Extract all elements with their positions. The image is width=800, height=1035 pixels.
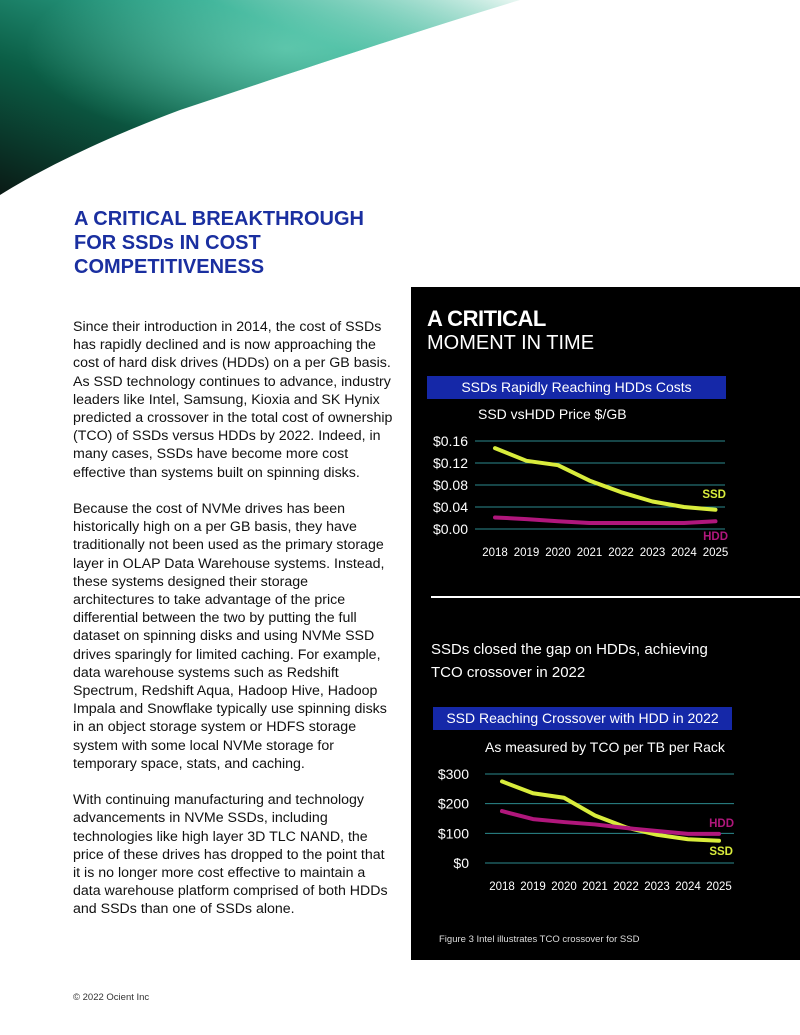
ssd-data-point — [718, 839, 721, 842]
x-tick-label: 2025 — [702, 547, 729, 559]
chart1-banner: SSDs Rapidly Reaching HDDs Costs — [427, 376, 726, 399]
x-tick-label: 2022 — [613, 881, 639, 893]
ssd-data-point — [494, 447, 497, 450]
y-tick-label: $0.16 — [432, 433, 468, 449]
ssd-data-point — [687, 838, 690, 841]
hdd-series-label: HDD — [703, 531, 728, 543]
ssd-data-point — [501, 780, 504, 783]
ssd-data-point — [525, 459, 528, 462]
x-tick-label: 2025 — [706, 881, 732, 893]
hdd-data-point — [656, 829, 659, 832]
title-line-1: A CRITICAL BREAKTHROUGH — [74, 208, 364, 230]
x-tick-label: 2024 — [671, 547, 697, 559]
panel-heading — [427, 307, 594, 355]
panel-heading-bold: A CRITICAL — [427, 306, 546, 331]
body-text — [73, 318, 393, 937]
hdd-data-point — [501, 810, 504, 813]
chart2-banner: SSD Reaching Crossover with HDD in 2022 — [433, 707, 732, 730]
hdd-data-point — [494, 516, 497, 519]
ssd-data-point — [588, 479, 591, 482]
ssd-data-point — [683, 506, 686, 509]
ssd-data-point — [651, 500, 654, 503]
hdd-data-point — [532, 818, 535, 821]
x-tick-label: 2018 — [482, 547, 508, 559]
title-line-3: COMPETITIVENESS — [74, 256, 265, 278]
page-title — [74, 207, 404, 279]
x-tick-label: 2019 — [520, 881, 546, 893]
crossover-statement: SSDs closed the gap on HDDs, achieving TCO crossover in 2022 — [431, 641, 708, 681]
copyright-footer: © 2022 Ocient Inc — [73, 992, 150, 1003]
y-tick-label: $300 — [437, 766, 469, 782]
ssd-data-point — [594, 814, 597, 817]
y-tick-label: $0 — [453, 855, 469, 871]
ssd-data-point — [532, 792, 535, 795]
hdd-data-point — [594, 823, 597, 826]
hdd-data-point — [718, 832, 721, 835]
hdd-data-point — [683, 521, 686, 524]
x-tick-label: 2024 — [675, 881, 701, 893]
hdd-data-point — [563, 821, 566, 824]
ssd-series-label: SSD — [702, 489, 726, 501]
chart2-title: As measured by TCO per TB per Rack — [485, 739, 725, 755]
x-tick-label: 2019 — [513, 547, 540, 559]
x-tick-label: 2023 — [644, 881, 670, 893]
hdd-series-line — [495, 517, 716, 523]
ssd-data-point — [714, 508, 717, 511]
paragraph-2: Because the cost of NVMe drives has been historically high on a per GB basis, they have traditionally not been used as the primary storage layer in OLAP Data Warehouse systems. Instead, these systems designed their storage architectures to take advantage of the price differential between the two by putting the full dataset on spinning disks and using NVMe SSD drives sparingly for limited caching. For example, data warehouse systems such as Redshift Spectrum, Redshift Aqua, Hadoop Hive, Hadoop Impala and Snowflake typically use spinning disks in an object storage system or HDFS storage system with some local NVMe storage for temporary space, stats, and caching. — [73, 501, 387, 772]
hdd-data-point — [714, 520, 717, 523]
header-decoration — [0, 0, 800, 200]
y-tick-label: $100 — [437, 825, 469, 842]
y-tick-label: $200 — [437, 795, 469, 812]
y-tick-label: $0.12 — [432, 455, 468, 471]
sidebar-panel — [411, 287, 800, 960]
paragraph-1: Since their introduction in 2014, the cost of SSDs has rapidly declined and is now approaching the cost of hard disk drives (HDDs) on a per GB basis. As SSD technology continues to advance, industry leaders like Intel, Samsung, Kioxia and SK Hynix predicted a crossover in the total cost of ownership (TCO) of SSDs versus HDDs by 2022. Indeed, in many cases, SSDs have become more cost effective than systems built on spinning disks. — [73, 319, 393, 481]
tco-chart — [411, 762, 800, 902]
x-tick-label: 2023 — [639, 547, 666, 559]
chart1-title: SSD vsHDD Price $/GB — [478, 406, 627, 422]
ssd-series-line — [495, 448, 716, 510]
hdd-data-point — [620, 521, 623, 524]
hdd-data-point — [625, 826, 628, 829]
figure-caption: Figure 3 Intel illustrates TCO crossover for SSD — [439, 934, 640, 945]
ssd-series-label: SSD — [709, 846, 733, 858]
x-tick-label: 2020 — [551, 881, 577, 893]
hdd-data-point — [588, 521, 591, 524]
y-tick-label: $0.04 — [432, 499, 468, 515]
ssd-data-point — [620, 491, 623, 494]
panel-heading-light: MOMENT IN TIME — [427, 332, 595, 354]
paragraph-3: With continuing manufacturing and technology advancements in NVMe SSDs, including technologies like high layer 3D TLC NAND, the price of these drives has dropped to the point that it is no longer more cost effective to maintain a data warehouse platform comprised of both HDDs and SSDs than one of SSDs alone. — [73, 792, 388, 918]
x-tick-label: 2022 — [608, 547, 634, 559]
hdd-data-point — [557, 520, 560, 523]
hdd-series-label: HDD — [709, 818, 734, 830]
x-tick-label: 2018 — [489, 881, 515, 893]
hdd-data-point — [687, 832, 690, 835]
hdd-data-point — [525, 518, 528, 521]
x-tick-label: 2021 — [576, 547, 603, 559]
y-tick-label: $0.00 — [432, 521, 468, 537]
price-chart — [411, 427, 800, 567]
ssd-data-point — [656, 833, 659, 836]
y-tick-label: $0.08 — [432, 477, 468, 493]
ssd-data-point — [557, 464, 560, 467]
x-tick-label: 2020 — [545, 547, 571, 559]
section-divider — [431, 596, 800, 598]
title-line-2: FOR SSDs IN COST — [74, 232, 261, 254]
hdd-data-point — [651, 521, 654, 524]
ssd-data-point — [563, 796, 566, 799]
x-tick-label: 2021 — [582, 881, 608, 893]
